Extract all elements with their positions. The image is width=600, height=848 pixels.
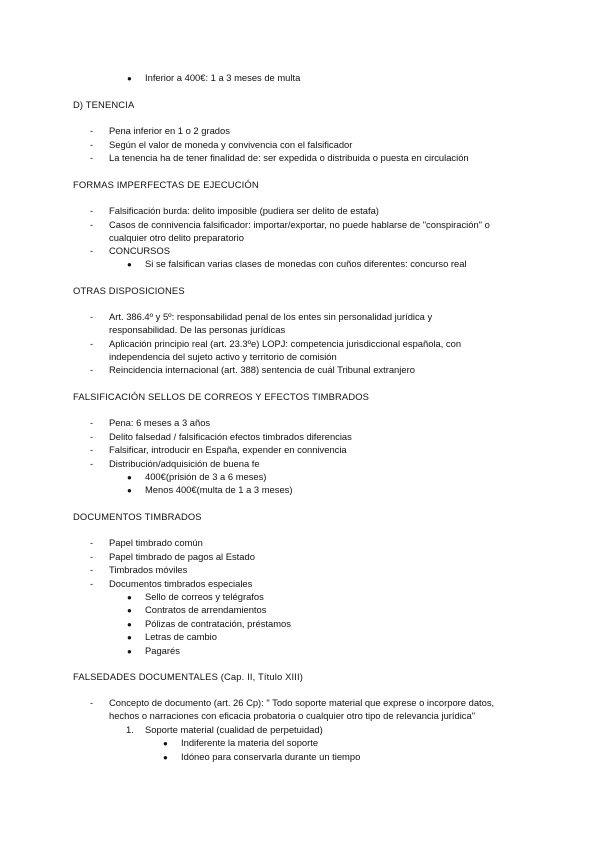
bullet-dash: - [90,245,94,256]
list-item: CONCURSOS [109,245,170,256]
section-heading-falsedades: FALSEDADES DOCUMENTALES (Cap. II, Título XIII) [73,671,304,682]
bullet-dash: - [90,205,94,216]
bullet-dash: - [90,697,94,708]
bullet-dash: - [90,219,94,230]
bullet-dash: - [90,537,94,548]
bullet-dash: - [90,417,94,428]
bullet-dash: - [90,338,94,349]
bullet-dot: ● [163,739,168,748]
list-item: Si se falsifican varias clases de monedas con cuños diferentes: concurso real [145,258,467,269]
list-item: Letras de cambio [145,631,217,642]
bullet-dot: ● [127,473,132,482]
list-item: Según el valor de moneda y convivencia con el falsificador [109,139,353,150]
list-item: Delito falsedad / falsificación efectos timbrados diferencias [109,431,352,442]
bullet-dot: ● [127,593,132,602]
list-item: La tenencia ha de tener finalidad de: ser expedida o distribuida o puesta en circulación [109,152,469,163]
bullet-dot: ● [127,647,132,656]
list-item-continuation: independencia del sujeto activo y territorio de comisión [109,351,337,362]
list-item: Soporte material (cualidad de perpetuidad) [145,724,323,735]
list-item: Pólizas de contratación, préstamos [145,618,291,629]
list-item-continuation: hechos o narraciones con eficacia probatoria o cualquier otro tipo de relevancia jurídica" [109,710,476,721]
section-heading-otras: OTRAS DISPOSICIONES [73,285,185,296]
bullet-dash: - [90,139,94,150]
bullet-dash: - [90,578,94,589]
bullet-dot: ● [127,74,132,83]
list-item: Indiferente la materia del soporte [181,737,319,748]
list-item: Sello de correos y telégrafos [145,591,264,602]
list-item-continuation: responsabilidad. De las personas jurídicas [109,324,286,335]
list-item: Casos de connivencia falsificador: importar/exportar, no puede hablarse de "conspiración" o [109,219,490,230]
bullet-dash: - [90,152,94,163]
section-heading-formas: FORMAS IMPERFECTAS DE EJECUCIÓN [73,179,259,190]
list-item: Documentos timbrados especiales [109,578,253,589]
list-item: 400€(prisión de 3 a 6 meses) [145,471,267,482]
section-heading-documentos: DOCUMENTOS TIMBRADOS [73,511,202,522]
list-item: Falsificar, introducir en España, expender en connivencia [109,444,347,455]
list-item: Papel timbrado común [109,537,203,548]
list-item: Pagarés [145,645,180,656]
list-item: Pena inferior en 1 o 2 grados [109,125,230,136]
list-item: Idóneo para conservarla durante un tiempo [181,751,361,762]
bullet-dash: - [90,458,94,469]
section-heading-sellos: FALSIFICACIÓN SELLOS DE CORREOS Y EFECTOS TIMBRADOS [73,391,370,402]
bullet-dot: ● [163,753,168,762]
list-item: Distribución/adquisición de buena fe [109,458,260,469]
bullet-dash: - [90,125,94,136]
bullet-dot: ● [127,633,132,642]
bullet-dot: ● [127,486,132,495]
list-item: Art. 386.4º y 5º: responsabilidad penal de los entes sin personalidad jurídica y [109,311,433,322]
bullet-dot: ● [127,606,132,615]
bullet-dash: - [90,311,94,322]
list-item: Inferior a 400€: 1 a 3 meses de multa [145,72,301,83]
bullet-dash: - [90,431,94,442]
list-item: Falsificación burda: delito imposible (pudiera ser delito de estafa) [109,205,379,216]
section-heading-tenencia: D) TENENCIA [73,99,135,110]
list-item: Aplicación principio real (art. 23.3ºe) LOPJ: competencia jurisdiccional española, con [109,338,462,349]
bullet-dash: - [90,564,94,575]
bullet-dash: - [90,551,94,562]
numbered-marker: 1. [126,724,134,735]
list-item: Concepto de documento (art. 26 Cp): " Todo soporte material que exprese o incorpore datos, [109,697,495,708]
bullet-dot: ● [127,260,132,269]
bullet-dot: ● [127,620,132,629]
list-item: Timbrados móviles [109,564,188,575]
list-item: Reincidencia internacional (art. 388) sentencia de cuál Tribunal extranjero [109,364,415,375]
list-item: Papel timbrado de pagos al Estado [109,551,255,562]
bullet-dash: - [90,364,94,375]
list-item-continuation: cualquier otro delito preparatorio [109,232,244,243]
list-item: Contratos de arrendamientos [145,604,267,615]
list-item: Menos 400€(multa de 1 a 3 meses) [145,484,293,495]
list-item: Pena: 6 meses a 3 años [109,417,211,428]
bullet-dash: - [90,444,94,455]
